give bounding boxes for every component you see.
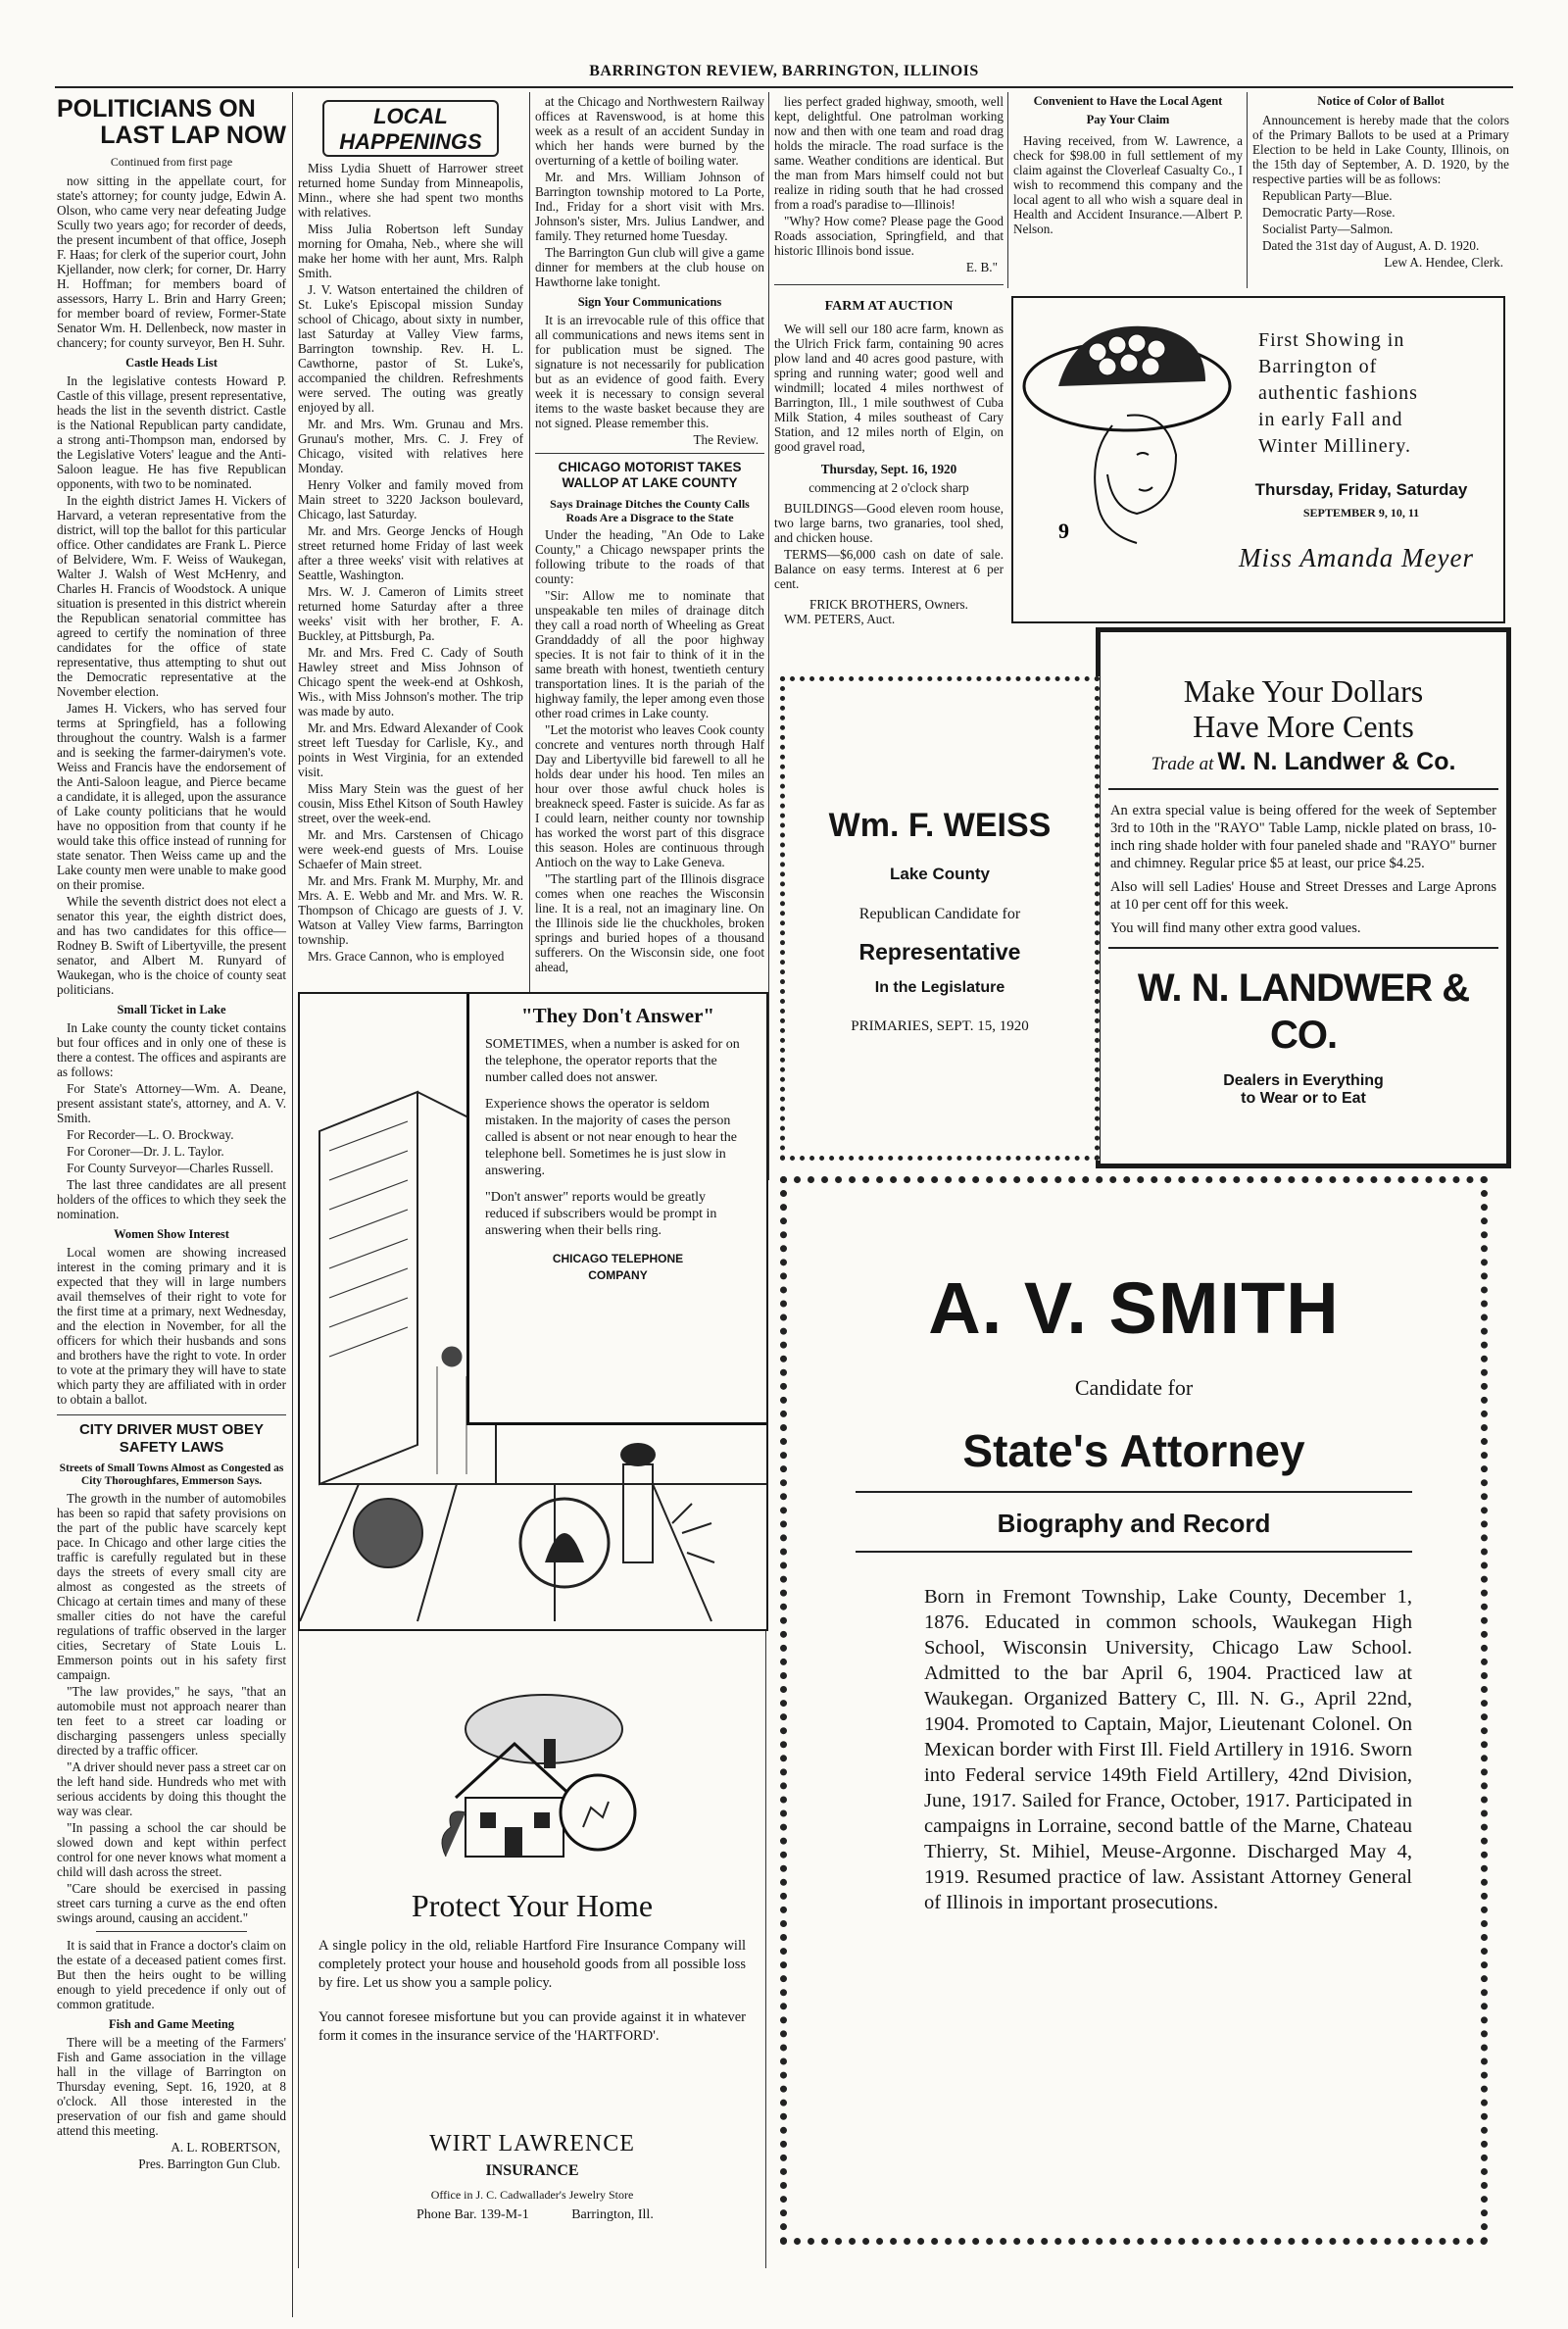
- landwer-body: [1101, 802, 1506, 937]
- subhead: Castle Heads List: [125, 356, 218, 370]
- divider: [96, 1931, 247, 1932]
- signature: Pres. Barrington Gun Club.: [138, 2156, 280, 2171]
- weiss-primaries: PRIMARIES, SEPT. 15, 1920: [851, 1018, 1029, 1034]
- news-item: Henry Volker and family moved from Main street to 3220 Jackson boulevard, Chicago, last Saturday.: [298, 477, 523, 521]
- ad-paragraph: SOMETIMES, when a number is asked for on the telephone, the operator reports that the number called does not answer.: [485, 1037, 740, 1085]
- millinery-ad: [1011, 296, 1505, 623]
- news-item: Mr. and Mrs. George Jencks of Hough street returned home Friday of last week after a three weeks' visit with relatives at Seattle, Washington.: [298, 523, 523, 582]
- article-paragraph: Under the heading, "An Ode to Lake County," a Chicago newspaper prints the following tribute to the roads of that county:: [535, 527, 764, 586]
- continued-note: Continued from first page: [110, 155, 233, 169]
- news-item: J. V. Watson entertained the children of St. Luke's Episcopal mission Sunday school of Chicago, about sixty in number, last Saturday at Valley View farms, Barrington township. Rev. H. L. Cawthorne, pastor of St. Luke's, accompanied the children. Refreshments were served. The outing was greatly enjoyed by all.: [298, 282, 523, 415]
- millinery-name: Miss Amanda Meyer: [1239, 543, 1474, 572]
- smith-ad: [780, 1176, 1488, 2245]
- smith-candidate-for: Candidate for: [1074, 1375, 1194, 1400]
- landwer-headline-2: Have More Cents: [1193, 709, 1414, 744]
- article-paragraph: There will be a meeting of the Farmers' Fish and Game association in the village hall in the village of Barrington on Thursday evening, Sept. 16, 1920, at 8 o'clock. All those interested in the preservation of our fish and game should attend this meeting.: [57, 2035, 286, 2138]
- news-item: Mr. and Mrs. Fred C. Cady of South Hawley street and Miss Johnson of Chicago spent the week-end at Oshkosh, Wis., with Miss Johnson's mother. The trip was made by auto.: [298, 645, 523, 719]
- article-paragraph: "A driver should never pass a street car on the left hand side. Hundreds who met with serious accidents by doing this thought the way was clear.: [57, 1759, 286, 1818]
- list-item: For Coroner—Dr. J. L. Taylor.: [67, 1144, 224, 1159]
- auction-time: commencing at 2 o'clock sharp: [808, 480, 969, 495]
- ad-paragraph: A single policy in the old, reliable Hartford Fire Insurance Company will completely protect your house and household goods from all possible loss by fire. Let us show you a sample policy.: [318, 1938, 746, 1991]
- column-divider: [1247, 92, 1248, 288]
- divider: [535, 453, 764, 454]
- article-paragraph: "The startling part of the Illinois disgrace comes when one reaches the Wisconsin line. It is a real, not an imaginary line. On the Illinois side lie the chuckholes, broken springs and buried hopes of a thousand sufferers. On the Wisconsin side, one foot ahead,: [535, 871, 764, 974]
- landwer-dealers-2: to Wear or to Eat: [1241, 1090, 1366, 1107]
- column-politics: [57, 94, 286, 2319]
- insurance-body: [318, 1937, 746, 2046]
- column-news: [535, 94, 764, 1035]
- weiss-name: Wm. F. WEISS: [828, 807, 1052, 844]
- divider: [856, 1551, 1412, 1553]
- news-item: Mr. and Mrs. Wm. Grunau and Mrs. Grunau's mother, Mrs. C. J. Frey of Chicago, visited with relatives here Monday.: [298, 417, 523, 475]
- landwer-trade-line: Trade at W. N. Landwer & Co.: [1151, 748, 1456, 775]
- list-item: For Recorder—L. O. Brockway.: [67, 1127, 234, 1142]
- divider: [1108, 947, 1498, 949]
- article-paragraph: "Sir: Allow me to nominate that unspeakable ten miles of drainage ditch they call a road north of Wheeling as Great Granddaddy of all the poor highway species. It is not fair to think of it in the same breath with honest, twentieth century transportation lines. It is the pariah of the highway family, the leper among even those other road crimes in Lake county.: [535, 588, 764, 720]
- weiss-office: Representative: [858, 939, 1021, 965]
- news-item: Miss Mary Stein was the guest of her cousin, Miss Ethel Kitson of South Hawley street, over the week-end.: [298, 781, 523, 825]
- signature: The Review.: [693, 432, 759, 447]
- list-item: For State's Attorney—Wm. A. Deane, present assistant state's, attorney, and A. V. Smith.: [57, 1081, 286, 1125]
- headline-city-driver: CITY DRIVER MUST OBEY SAFETY LAWS: [78, 1421, 265, 1456]
- article-paragraph: Dated the 31st day of August, A. D. 1920.: [1262, 238, 1480, 253]
- headline-ballot: Notice of Color of Ballot: [1317, 94, 1445, 108]
- news-item: It is an irrevocable rule of this office that all communications and news items sent in for publication must be signed. The signature is not necessarily for publication but as an evidence of good faith. Every week it is necessary to consign several items to the waste basket because they are not signed. Please remember this.: [535, 313, 764, 430]
- article-paragraph: "Why? How come? Please page the Good Roads association, Springfield, and that historic Illinois bond issue.: [774, 214, 1004, 258]
- article-paragraph: "Let the motorist who leaves Cook county concrete and ventures north through Half Day and Libertyville bid farewell to all he holds dear under his hood. Ten miles an hour over those awful chuck holes is breakneck speed. Faster is suicide. As far as I could learn, neither county nor township has worked the worst part of this disgrace this season. Holes are continuous through Antioch on the way to Lake Geneva.: [535, 722, 764, 869]
- weiss-county: Lake County: [889, 865, 991, 883]
- telephone-company: CHICAGO TELEPHONE: [552, 1252, 684, 1265]
- headline-farm-auction: FARM AT AUCTION: [824, 299, 954, 314]
- news-item: Miss Julia Robertson left Sunday morning for Omaha, Neb., where she will make her home with her aunt, Mrs. Ralph Smith.: [298, 222, 523, 280]
- top-rule: [55, 86, 1513, 88]
- divider: [774, 284, 1004, 285]
- column-divider: [1007, 92, 1008, 288]
- subhead: Pay Your Claim: [1086, 113, 1170, 126]
- insurance-title: Protect Your Home: [411, 1888, 654, 1923]
- subhead: Fish and Game Meeting: [108, 2017, 235, 2031]
- column-ballot-notice: [1252, 94, 1509, 290]
- article-paragraph: In Lake county the county ticket contains but four offices and in only one of these is there a contest. The offices and aspirants are as follows:: [57, 1020, 286, 1079]
- insurance-label: INSURANCE: [485, 2162, 579, 2179]
- news-item: Mrs. Grace Cannon, who is employed: [308, 949, 505, 964]
- insurance-office: Office in J. C. Cadwallader's Jewelry Store: [430, 2188, 634, 2202]
- article-paragraph: Having received, from W. Lawrence, a check for $98.00 in full settlement of my claim against the Cloverleaf Casualty Co., I wish to recommend this company and the local agent to all who wish a square deal in Health and Accident Insurance.—Albert P. Nelson.: [1013, 133, 1243, 236]
- column-local-happenings: [298, 94, 523, 1084]
- telephone-ad-title: "They Don't Answer": [520, 1004, 715, 1027]
- ad-paragraph: "Don't answer" reports would be greatly reduced if subscribers would be prompt in answering when their bells ring.: [485, 1190, 717, 1238]
- millinery-dates: SEPTEMBER 9, 10, 11: [1302, 506, 1420, 520]
- landwer-headline-1: Make Your Dollars: [1183, 673, 1424, 709]
- article-paragraph: It is said that in France a doctor's claim on the estate of a deceased patient comes first. But then the heirs ought to be willing enough to yield precedence if only out of common gratitude.: [57, 1938, 286, 2011]
- news-item: Mrs. W. J. Cameron of Limits street returned home Saturday after a three weeks' visit with her brother, F. A. Buckley, at Pittsburgh, Pa.: [298, 584, 523, 643]
- news-item: Miss Lydia Shuett of Harrower street returned home Sunday from Minneapolis, Minn., where she had spent two months with relatives.: [298, 161, 523, 220]
- divider: [856, 1491, 1412, 1493]
- signature: A. L. ROBERTSON,: [171, 2140, 280, 2155]
- article-paragraph: Local women are showing increased interest in the coming primary and it is expected that they will in large numbers avail themselves of their right to vote for the first time at a primary, next Wednesday, and the election in November, for all the officers for which their husbands and sons and brothers have the right to vote. In order to vote at the primary they will have to state which party they are affiliated with in order to obtain a ballot.: [57, 1245, 286, 1407]
- list-item: Democratic Party—Rose.: [1262, 205, 1396, 220]
- article-paragraph: In the legislative contests Howard P. Castle of this village, present representative, heads the list in the seventh district. Castle is the National Republican party candidate, a strong anti-Thompson man, endorsed by the Legislative Voters' league and the Anti-Saloon league. He has five Republican opponents, with two to be nominated.: [57, 373, 286, 491]
- telephone-ad-textbox: [466, 994, 766, 1425]
- millinery-text: First Showing in Barrington of authentic fashions in early Fall and Winter Millinery.: [1258, 329, 1418, 457]
- signature: E. B.": [965, 260, 998, 274]
- news-item: The Barrington Gun club will give a game dinner for members at the club house on Hawthorne lake tonight.: [535, 245, 764, 289]
- landwer-dealers-1: Dealers in Everything: [1223, 1072, 1384, 1089]
- house-illustration: [426, 1690, 642, 1866]
- subhead: Women Show Interest: [114, 1227, 229, 1241]
- signature: Lew A. Hendee, Clerk.: [1384, 255, 1503, 270]
- insurance-agent: WIRT LAWRENCE: [429, 2131, 635, 2156]
- list-item: Socialist Party—Salmon.: [1262, 222, 1394, 236]
- owners: FRICK BROTHERS, Owners.: [809, 597, 968, 612]
- column-divider: [292, 92, 293, 2317]
- article-paragraph: Announcement is hereby made that the colors of the Primary Ballots to be used at a Primary Election to be held in Lake County, Illinois, on the 15th day of September, A. D. 1920, by the respective parties will be as follows:: [1252, 113, 1509, 186]
- article-paragraph: The last three candidates are all present holders of the offices to which they seek the nomination.: [57, 1177, 286, 1221]
- ad-paragraph: An extra special value is being offered for the week of September 3rd to 10th in the "RAYO" Table Lamp, nickle plated on brass, 10-inch ring shade holder with four paneled shade and "RAYO" burner and chimney. Regular price $5 at least, our price $4.25.: [1110, 803, 1496, 871]
- weiss-ad: [780, 676, 1100, 1161]
- article-paragraph: now sitting in the appellate court, for state's attorney; for county judge, Edwin A. Olson, who came very near defeating Judge Scully two years ago; for recorder of deeds, the present incumbent of that office, Joseph F. Haas; for clerk of the superior court, John Kjellander, now clerk; for corner, Dr. Harry H. Hoffman; for members board of assessors, Harry L. Brin and Harry Green; for member board of review, Former-State Senator Wm. H. Dellenbeck, now master in chancery; for county surveyor, Ben H. Suhr.: [57, 173, 286, 350]
- smith-office: State's Attorney: [962, 1425, 1305, 1476]
- list-item: Republican Party—Blue.: [1262, 188, 1393, 203]
- weiss-party: Republican Candidate for: [858, 906, 1021, 922]
- telephone-company: COMPANY: [588, 1268, 648, 1282]
- column-auction: [774, 94, 1004, 672]
- news-item: Mr. and Mrs. Carstensen of Chicago were week-end guests of Mrs. Louise Schaefer of Main street.: [298, 827, 523, 871]
- smith-bio-heading: Biography and Record: [997, 1509, 1271, 1538]
- telephone-ad: [298, 992, 768, 1631]
- headline-politicians: POLITICIANS ON LAST LAP NOW: [57, 95, 286, 149]
- column-divider: [529, 92, 530, 1033]
- headline-motorist: CHICAGO MOTORIST TAKES WALLOP AT LAKE COUNTY: [558, 460, 742, 490]
- ad-paragraph: We will sell our 180 acre farm, known as the Ulrich Frick farm, containing 90 acres plow land and 40 acres good pasture, with spring and running water; good well and windmill; located 4 miles northwest of Barrington, Ill., 1 mile southwest of Cuba Milk Station, 4 miles southeast of Cary Station, and 12 miles north of Elgin, on good gravel road,: [774, 322, 1004, 454]
- divider: [57, 1414, 286, 1415]
- article-paragraph: "Care should be exercised in passing street cars turning a curve as the end often swings around, causing an accident.": [57, 1881, 286, 1925]
- ad-paragraph: BUILDINGS—Good eleven room house, two large barns, two granaries, tool shed, and chicken house.: [774, 501, 1004, 545]
- list-item: For County Surveyor—Charles Russell.: [67, 1161, 273, 1175]
- ad-paragraph: Experience shows the operator is seldom mistaken. In the majority of cases the person called is absent or not near enough to hear the telephone bell. Sometimes he is just slow in answering.: [485, 1097, 737, 1178]
- svg-text:9: 9: [1058, 519, 1069, 543]
- subhead: Small Ticket in Lake: [117, 1003, 226, 1016]
- article-paragraph: "The law provides," he says, "that an automobile must not approach nearer than ten feet to a street car loading or discharging passengers unless specially directed by a traffic officer.: [57, 1684, 286, 1758]
- local-happenings-logo: LOCAL HAPPENINGS: [322, 100, 499, 157]
- article-paragraph: While the seventh district does not elect a senator this year, the eighth district does, and has two candidates for this office—Rodney B. Swift of Libertyville, the present senator, and Albert M. Runyard of Waukegan, who is the choice of county seat politicians.: [57, 894, 286, 997]
- subhead: Sign Your Communications: [577, 295, 722, 309]
- insurance-contact: Phone Bar. 139-M-1 Barrington, Ill.: [416, 2207, 654, 2222]
- headline-agent: Convenient to Have the Local Agent: [1033, 94, 1223, 108]
- woman-hat-illustration: [1019, 308, 1254, 563]
- landwer-big-name: W. N. LANDWER & CO.: [1137, 966, 1470, 1057]
- weiss-legislature: In the Legislature: [874, 979, 1005, 996]
- millinery-days: Thursday, Friday, Saturday: [1254, 480, 1468, 499]
- column-divider: [768, 92, 769, 1180]
- masthead: BARRINGTON REVIEW, BARRINGTON, ILLINOIS: [589, 63, 979, 79]
- insurance-ad: [298, 1631, 766, 2268]
- divider: [1108, 788, 1498, 790]
- deck: Streets of Small Towns Almost as Congested as City Thoroughfares, Emmerson Says.: [59, 1462, 284, 1487]
- auctioneer: WM. PETERS, Auct.: [784, 612, 896, 626]
- ad-paragraph: TERMS—$6,000 cash on date of sale. Balance on easy terms. Interest at 6 per cent.: [774, 547, 1004, 591]
- news-item: Mr. and Mrs. Frank M. Murphy, Mr. and Mrs. A. E. Webb and Mr. and Mrs. W. R. Thompson of Chicago are guests of J. V. Watson at Valley View farms, Barrington township.: [298, 873, 523, 947]
- ad-paragraph: Also will sell Ladies' House and Street Dresses and Large Aprons at 10 per cent off for this week.: [1110, 879, 1496, 913]
- article-paragraph: The growth in the number of automobiles has been so rapid that safety provisions on the part of the public have scarcely kept pace. In Chicago and other large cities the traffic is carefully regulated but in these days the streets of every small city are almost as congested as the streets of Chicago at certain times and many of these smaller cities do not have the careful regulations of traffic observed in the larger cities, Secretary of State Louis L. Emmerson points out in his safety first campaign.: [57, 1491, 286, 1682]
- article-paragraph: lies perfect graded highway, smooth, well kept, delightful. One patrolman working now and then with one team and road drag holds the miracle. The road surface is the same. Weather conditions are identical. But the man from Mars himself could not but realize in riding south that he had crossed from a road's paradise to—Illinois!: [774, 94, 1004, 212]
- news-item: at the Chicago and Northwestern Railway offices at Ravenswood, is at home this week as a result of an accident Sunday in which her hands were burned by the overturning of a kettle of boiling water.: [535, 94, 764, 168]
- ad-paragraph: You will find many other extra good values.: [1110, 920, 1361, 936]
- landwer-ad: [1096, 627, 1511, 1168]
- news-item: Mr. and Mrs. William Johnson of Barrington township motored to La Porte, Ind., Friday for a short visit with Mrs. Johnson's sister, Mrs. Julius Landwer, and family. They returned home Tuesday.: [535, 170, 764, 243]
- smith-biography: Born in Fremont Township, Lake County, December 1, 1876. Educated in common schools, Waukegan High School, Wisconsin University, Chicago Law School. Admitted to the bar April 6, 1904. Practiced law at Waukegan. Organized Battery C, Ill. N. G., April 22nd, 1904. Promoted to Captain, Major, Lieutenant Colonel. On Mexican border with First Ill. Field Artillery in 1916. Sworn into Federal service 149th Field Artillery, 42nd Division, June, 1917. Sailed for France, October, 1917. Participated in campaigns in Lorraine, second battle of the Marne, Chateau Thierry, St. Mihiel, Meuse-Argonne. Discharged May 4, 1919. Resumed practice of law. Assistant Attorney General of Illinois in important prosecutions.: [924, 1586, 1412, 1913]
- article-paragraph: In the eighth district James H. Vickers of Harvard, a veteran representative from the district, will top the ballot for this particular office. Other candidates are Frank L. Pierce of Belvidere, Wm. F. Weiss of Waukegan, Walter J. Walsh of West McHenry, and Charles H. Francis of Woodstock. A unique situation is presented in this district wherein the Republican senatorial committee has agreed to certify the nomination of three candidates for the office of state representative, thus attempting to shut out the Democratic representative at the November election.: [57, 493, 286, 699]
- ad-paragraph: You cannot foresee misfortune but you can provide against it in whatever form it comes in the insurance service of the 'HARTFORD'.: [318, 2009, 746, 2044]
- column-claim: [1013, 94, 1243, 290]
- auction-date: Thursday, Sept. 16, 1920: [820, 462, 957, 476]
- deck: Says Drainage Ditches the County Calls Roads Are a Disgrace to the State: [550, 497, 750, 524]
- smith-name: A. V. SMITH: [928, 1267, 1340, 1349]
- article-paragraph: "In passing a school the car should be slowed down and kept within perfect control for one never knows what moment a child will dash across the street.: [57, 1820, 286, 1879]
- news-item: Mr. and Mrs. Edward Alexander of Cook street left Tuesday for Carlisle, Ky., and points in West Virginia, for an extended visit.: [298, 720, 523, 779]
- article-paragraph: James H. Vickers, who has served four terms at Springfield, has a following throughout the country. Walsh is a farmer and is seeking the farmer-dairymen's vote. Weiss and Francis have the endorsement of the Anti-Saloon league, and Pierce became a candidate, it is alleged, upon the assurance of Lake county politicians that he would have no opposition from that county if he would take this office instead of running for state senator. Then Weiss came up and the Lake county men were unable to make good on their promise.: [57, 701, 286, 892]
